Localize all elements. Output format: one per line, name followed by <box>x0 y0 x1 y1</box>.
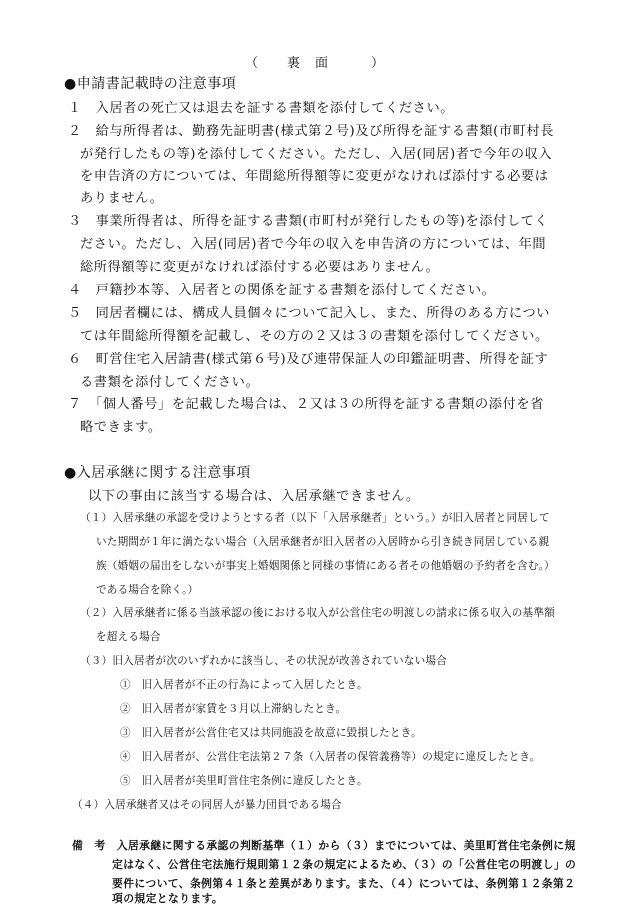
section1-line: ２ 給与所得者は、勤務先証明書(様式第２号)及び所得を証する書類(市町村長 <box>68 124 555 139</box>
section1-line: ６ 町営住宅入居請書(様式第６号)及び連帯保証人の印鑑証明書、所得を証す <box>68 352 549 367</box>
section2-line: （２）入居承継者に係る当該承認の後における収入が公営住宅の明渡しの請求に係る収入の基準額 <box>80 607 555 619</box>
remarks-line: 要件について、条例第４１条と差異があります。また、（４）については、条例第１２条第２ <box>112 877 576 890</box>
section1-title: ●申請書記載時の注意事項 <box>64 76 237 92</box>
section2-intro: 以下の事由に該当する場合は、入居承継できません。 <box>88 489 420 504</box>
section1-line: ５ 同居者欄には、構成人員個々について記入し、また、所得のある方につい <box>68 306 551 321</box>
section1-line: 総所得額等に変更がなければ添付する必要はありません。 <box>80 260 440 275</box>
section2-line: （４）入居承継者又はその同居人が暴力団員である場合 <box>72 799 342 811</box>
section1-line: 略できます。 <box>80 420 162 435</box>
section1-line: ありません。 <box>80 191 164 206</box>
section1-line: ７ 「個人番号」を記載した場合は、２又は３の所得を証する書類の添付を省 <box>68 397 544 412</box>
page-heading: （ 裏 面 ） <box>244 56 385 71</box>
section2-line: （１）入居承継の承認を受けようとする者（以下「入居承継者」という。）が旧入居者と同居して <box>80 512 550 524</box>
remarks-line: 定はなく、公営住宅法施行規則第１２条の規定によるため、（３）の「公営住宅の明渡し」の <box>112 858 577 871</box>
section2-line: ③ 旧入居者が公営住宅又は共同施設を故意に毀損したとき。 <box>120 727 422 739</box>
section2-line: ② 旧入居者が家賃を３月以上滞納したとき。 <box>120 703 347 715</box>
section2-line: いた期間が１年に満たない場合（入居承継者が旧入居者の入居時から引き続き同居している親 <box>96 536 550 548</box>
section1-line: る書類を添付してください。 <box>80 375 260 390</box>
section1-line: ださい。ただし、入居(同居)者で今年の収入を申告済の方については、年間 <box>80 237 547 252</box>
section1-line: １ 入居者の死亡又は退去を証する書類を添付してください。 <box>68 101 455 116</box>
section2-line: （３）旧入居者が次のいずれかに該当し、その状況が改善されていない場合 <box>80 655 447 667</box>
section1-line: を申告済の方については、年間総所得額等に変更がなければ添付する必要は <box>80 169 549 184</box>
section1-line: ては年間総所得額を記載し、その方の２又は３の書類を添付してください。 <box>80 329 549 344</box>
remarks-line: 項の規定となります。 <box>112 892 224 905</box>
section1-line: ４ 戸籍抄本等、入居者との関係を証する書類を添付してください。 <box>68 283 496 298</box>
section2-line: を超える場合 <box>96 631 161 643</box>
section2-line: 族（婚姻の届出をしないが事実上婚姻関係と同様の事情にある者その他婚姻の予約者を含む。） <box>96 560 555 572</box>
section2-line: である場合を除く。） <box>96 584 199 596</box>
section1-line: が発行したもの等)を添付してください。ただし、入居(同居)者で今年の収入 <box>80 147 553 162</box>
section2-line: ⑤ 旧入居者が美里町営住宅条例に違反したとき。 <box>120 775 368 787</box>
remarks-line: 備 考 入居承継に関する承認の判断基準（１）から（３）までについては、美里町営住宅条例に規 <box>72 839 576 852</box>
section2-line: ① 旧入居者が不正の行為によって入居したとき。 <box>120 679 368 691</box>
section2-title: ●入居承継に関する注意事項 <box>64 465 251 481</box>
section1-line: ３ 事業所得者は、所得を証する書類(市町村が発行したもの等)を添付してく <box>68 214 549 229</box>
section2-line: ④ 旧入居者が、公営住宅法第２７条（入居者の保管義務等）の規定に違反したとき。 <box>120 751 541 763</box>
